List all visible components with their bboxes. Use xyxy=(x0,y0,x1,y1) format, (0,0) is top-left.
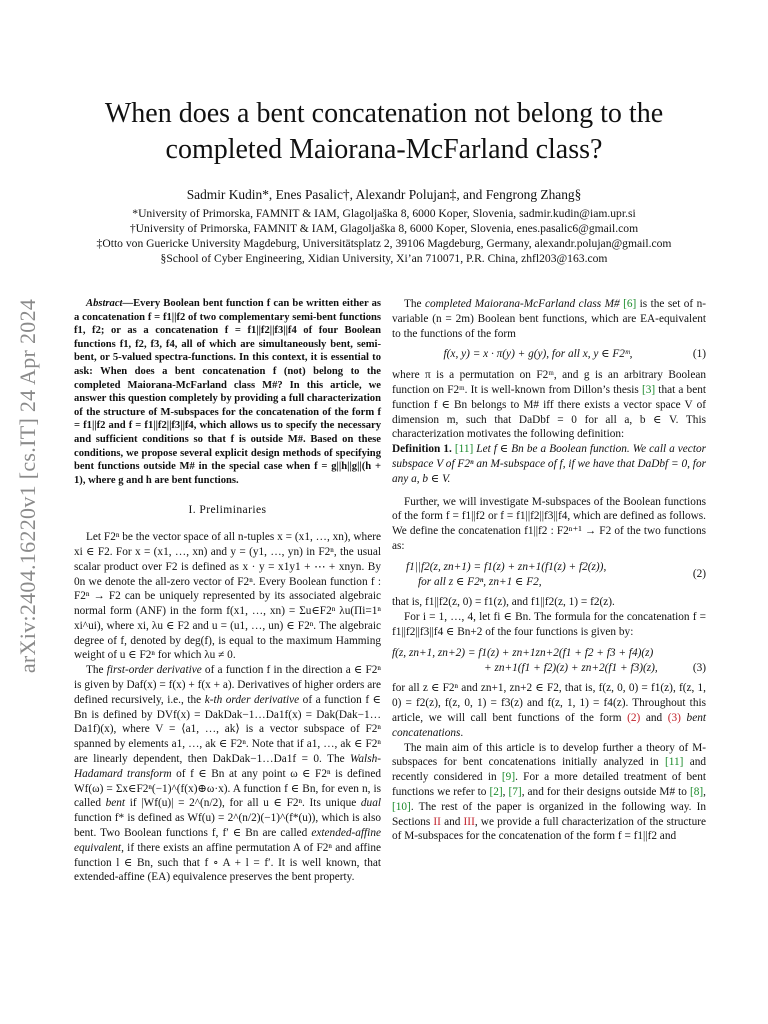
text-run: , xyxy=(502,785,509,798)
equation-number: (3) xyxy=(692,661,706,674)
equation-reference-link[interactable]: (2) xyxy=(627,711,641,724)
arxiv-identifier-sidebar xyxy=(8,286,48,686)
text-run: for all z ∈ F2ⁿ and zn+1, zn+2 ∈ F2, that is, f(z, 0, 0) = f1(z), f(z, 1, 0) = f2(z), f(z, 0, 1) = f3(z) and f(z, 1, 1) = f4(z). Throughout this article, we will call bent functions of the form xyxy=(392,682,706,724)
equation-number: (1) xyxy=(692,348,706,361)
term-completed-mm-class: completed Maiorana-McFarland class M# xyxy=(424,298,620,310)
text-run: , xyxy=(703,785,706,798)
author-list: Sadmir Kudin*, Enes Pasalic†, Alexandr Polujan‡, and Fengrong Zhang§ xyxy=(186,187,582,202)
citation-link[interactable]: [9] xyxy=(501,771,516,784)
definition-1 xyxy=(392,442,706,486)
text-run: , we provide a full characterization of the structure of M-subspaces for the concatenation of the form f = f1||f2 and xyxy=(392,815,706,843)
paragraph-main-aim xyxy=(392,741,706,845)
text-run: and recently considered in xyxy=(392,756,707,784)
text-run: where π is a permutation on F2ᵐ, and g is an arbitrary Boolean function on F2ᵐ. It is well-known from Dillon’s thesis xyxy=(392,369,706,396)
paragraph-bent-concatenations xyxy=(392,681,706,740)
term-bent: bent xyxy=(105,797,126,810)
paragraph-concatenation: Further, we will investigate M-subspaces of the Boolean functions of the form f = f1||f2 or f = f1||f2||f3||f4, which are defined as follows. We define the concatenation f1||f2 : F2ⁿ⁺¹ → F2 of the two functions as: xyxy=(392,495,706,552)
text-run: and xyxy=(440,815,464,828)
affiliation-1: *University of Primorska, FAMNIT & IAM, Glagoljaška 8, 6000 Koper, Slovenia, sadmir.kudin@iam.upr.si xyxy=(132,207,636,220)
equation-line: + zn+1(f1 + f2)(z) + zn+2(f1 + f3)(z), xyxy=(484,661,658,674)
paper-title: When does a bent concatenation not belong to the completed Maiorana-McFarland class? xyxy=(104,98,664,165)
term-first-order-derivative: first-order derivative xyxy=(106,664,202,677)
equation-line: for all z ∈ F2ⁿ, zn+1 ∈ F2, xyxy=(418,575,542,588)
citation-link[interactable]: [11] xyxy=(665,756,684,769)
text-run: The xyxy=(404,298,425,310)
text-run: is the set of n-variable (n = 2m) Boolean bent functions, which are EA-equivalent to the functions of the form xyxy=(392,298,706,340)
equation-line: f1||f2(z, zn+1) = f1(z) + zn+1(f1(z) + f2(z)), xyxy=(406,560,607,573)
text-run: function f* is defined as Wf(u) = 2^(n/2)(−1)^(f*(u)), which is also bent. Two Boolean functions f, f′ ∈ Bn are called xyxy=(74,812,381,840)
paragraph-vector-space: Let F2ⁿ be the vector space of all n-tuples x = (x1, …, xn), where xi ∈ F2. For x = (x1, …, xn) and y = (y1, …, yn) in F2ⁿ, the usual scalar product over F2 is defined as x · y = x1y1 + ⋯ + xnyn. By 0n we denote the all-zero vector of F2ⁿ. Every Boolean function f : F2ⁿ → F2 can be uniquely represented by its associated algebraic normal form (ANF) in the form f(x1, …, xn) = Σu∈F2ⁿ λu(Πi=1ⁿ xi^ui), where xi, λu ∈ F2 and u = (u1, …, un) ∈ F2ⁿ. The algebraic degree of f, denoted by deg(f), is equal to the maximum Hamming weight of u ∈ F2ⁿ for which λu ≠ 0. xyxy=(74,531,381,662)
term-walsh-hadamard: Walsh-Hadamard transform xyxy=(74,753,381,780)
text-run: of a function f ∈ Bn is defined by DVf(x) = DakDak−1…Da1f(x) = Dak(Dak−1…Da1f)(x), where V = ⟨a1, …, ak⟩ is a vector subspace of F2ⁿ spanned by elements a1, …, ak ∈ F2ⁿ. Note that if a1, …, ak ∈ F2ⁿ are linearly dependent, then DakDak−1…Da1f = 0. The xyxy=(74,693,381,766)
text-run: . xyxy=(460,726,464,739)
arxiv-id: arXiv:2404.16220v1 [cs.IT] 24 Apr 2024 xyxy=(15,298,41,674)
definition-heading: Definition 1. xyxy=(392,443,452,456)
affiliation-3: ‡Otto von Guericke University Magdeburg, Universitätsplatz 2, 39106 Magdeburg, Germany, alexandr.polujan@gmail.com xyxy=(96,237,672,250)
citation-link[interactable]: [3] xyxy=(641,383,656,396)
equation-reference-link[interactable]: (3) xyxy=(667,711,681,724)
citation-link[interactable]: [2] xyxy=(489,785,503,798)
paragraph-mm-class xyxy=(392,297,706,341)
equation-number: (2) xyxy=(692,568,706,581)
equation-body: f(x, y) = x · π(y) + g(y), for all x, y ∈ F2ᵐ, xyxy=(443,348,633,361)
equation-body xyxy=(392,646,684,676)
text-run: of f ∈ Bn at any point ω ∈ F2ⁿ is defined Wf(ω) = Σx∈F2ⁿ(−1)^(f(x)⊕ω·x). A function f ∈ Bn, for even n, is called xyxy=(74,767,381,810)
section-reference-link[interactable]: II xyxy=(433,815,441,828)
text-run: , and for their designs outside M# to xyxy=(521,785,690,798)
abstract-text: —Every Boolean bent function f can be written either as a concatenation f = f1||f2 of two complementary semi-bent functions f1, f2; or as a concatenation f = f1||f2||f3||f4 of four Boolean functions f1, f2, f3, f4, all of which are simultaneously bent, semi-bent, or 5-valued spectra-functions. In this context, it is essential to ask: When does a bent concatenation f (not) belong to the completed Maiorana-McFarland class M#? In this article, we answer this question completely by providing a full characterization of the structure of M-subspaces for the concatenation of the form f = f1||f2 and f = f1||f2||f3||f4, which allows us to specify the necessary and sufficient conditions so that f is outside M#. Based on these conditions, we propose several explicit design methods of specifying bent functions outside M# in the special case when f = g||h||g||(h + 1), where g and h are bent functions. xyxy=(74,298,381,486)
text-run: . For a more detailed treatment of bent functions we refer to xyxy=(392,771,706,798)
text-run: . The rest of the paper is organized in the following way. In Sections xyxy=(392,800,706,828)
abstract xyxy=(74,297,381,487)
right-column xyxy=(392,297,706,844)
section-heading: I. Preliminaries xyxy=(188,503,267,517)
term-ea-equivalent: extended-affine equivalent xyxy=(74,827,381,854)
left-column xyxy=(74,297,381,885)
citation-link[interactable]: [8] xyxy=(689,785,704,798)
definition-text: Let f ∈ Bn be a Boolean function. We call a vector subspace V of F2ⁿ an M-subspace of f, if we have that DaDbf = 0, for any a, b ∈ V. xyxy=(392,443,707,485)
text-run: The xyxy=(86,664,107,677)
paragraph-dillon xyxy=(392,368,706,442)
abstract-label: Abstract xyxy=(86,298,123,309)
text-run: The main aim of this article is to develop further a theory of M-subspaces for bent concatenations initially analyzed in xyxy=(392,741,706,769)
citation-link[interactable]: [6] xyxy=(623,298,637,310)
text-run: if |Wf(u)| = 2^(n/2), for all u ∈ F2ⁿ. Its unique xyxy=(125,797,361,810)
equation-2 xyxy=(392,560,706,590)
paragraph-derivatives xyxy=(74,663,381,885)
text-run: and xyxy=(640,711,668,724)
term-dual: dual xyxy=(360,797,381,810)
citation-link[interactable]: [7] xyxy=(508,785,522,798)
section-reference-link[interactable]: III xyxy=(463,815,475,828)
text-run: that a bent function f ∈ Bn belongs to M# iff there exists a vector space V of dimension m, such that DaDbf = 0 for all a, b ∈ V. This characterization motivates the following definition: xyxy=(392,383,706,441)
affiliation-4: §School of Cyber Engineering, Xidian University, Xi’an 710071, P.R. China, zhfl203@163.com xyxy=(160,252,608,265)
equation-body xyxy=(392,560,684,590)
paragraph-four-functions: For i = 1, …, 4, let fi ∈ Bn. The formula for the concatenation f = f1||f2||f3||f4 ∈ Bn+2 of the four functions is given by: xyxy=(392,611,706,638)
text-run: of a function f in the direction a ∈ F2ⁿ is given by Daf(x) = f(x) + f(x + a). Derivatives of higher orders are defined recursively, i.e., the xyxy=(74,664,381,706)
affiliation-2: †University of Primorska, FAMNIT & IAM, Glagoljaška 8, 6000 Koper, Slovenia, enes.pasalic6@gmail.com xyxy=(129,222,639,235)
citation-link[interactable]: [10] xyxy=(392,800,411,813)
equation-1 xyxy=(392,347,706,362)
paragraph-concat-values: that is, f1||f2(z, 0) = f1(z), and f1||f2(z, 1) = f2(z). xyxy=(392,596,615,609)
term-kth-order-derivative: k-th order derivative xyxy=(204,693,300,706)
equation-line: f(z, zn+1, zn+2) = f1(z) + zn+1zn+2(f1 + f2 + f3 + f4)(z) xyxy=(392,646,654,659)
equation-3 xyxy=(392,646,706,676)
term-bent-concatenations: bent concatenations xyxy=(392,711,706,739)
citation-link[interactable]: [11] xyxy=(454,443,474,456)
text-run: , if there exists an affine permutation A of F2ⁿ and affine function l ∈ Bn, such that f ∘ A + l = f′. It is well known, that extended-affine (EA) equivalence preserves the bent property. xyxy=(74,841,381,884)
